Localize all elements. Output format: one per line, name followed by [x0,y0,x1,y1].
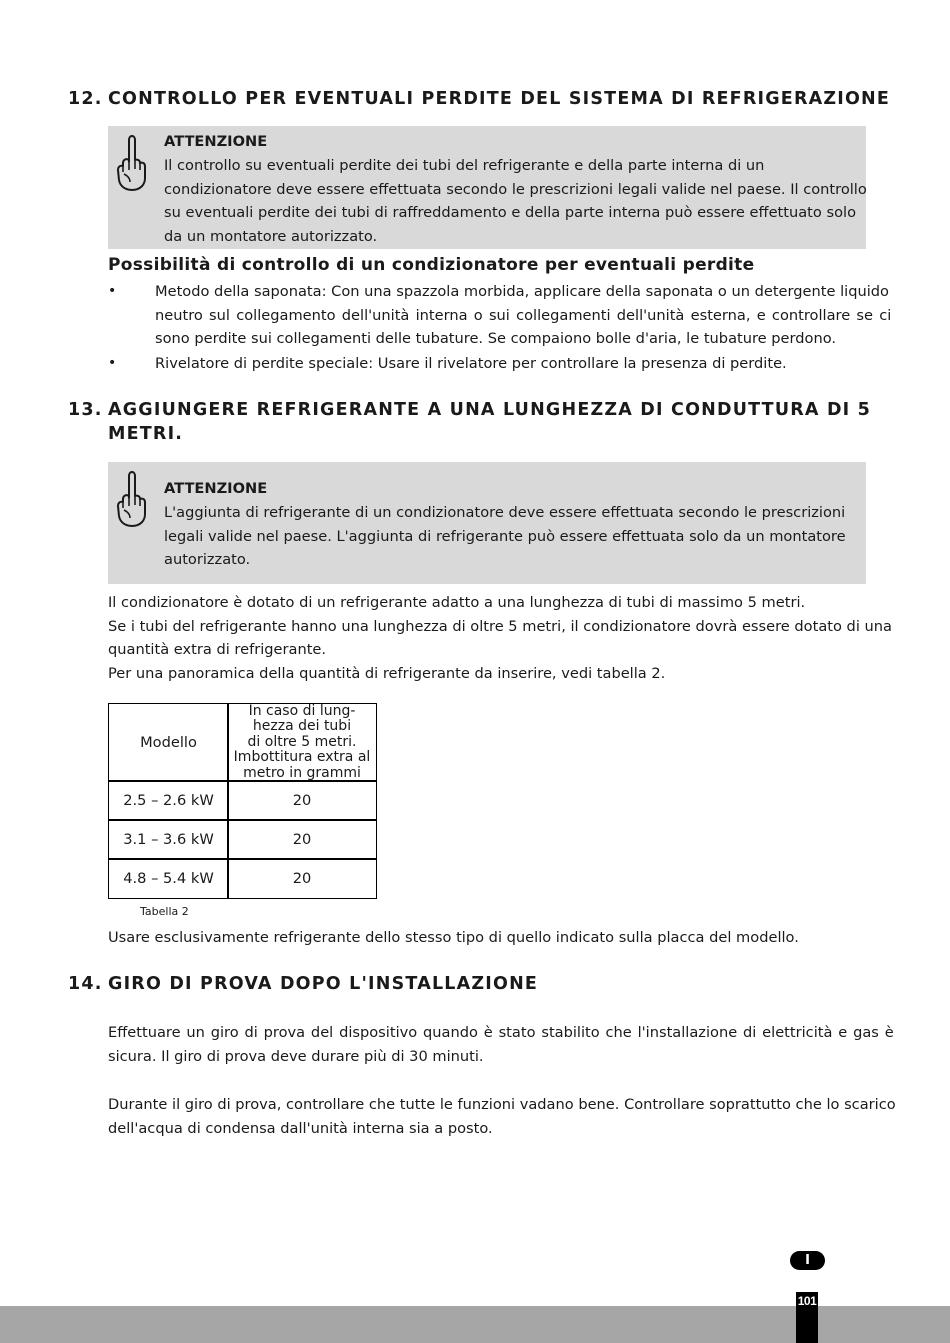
list-item [108,352,868,376]
bullet-line: Rivelatore di perdite speciale: Usare il rivelatore per controllare la presenza di perdite. [155,355,787,372]
bullet-line: Metodo della saponata: Con una spazzola morbida, applicare della saponata o un detergente liquido [155,283,889,300]
body-text: Usare esclusivamente refrigerante dello stesso tipo di quello indicato sulla placca del modello. [108,929,799,946]
paragraph-line: Effettuare un giro di prova del dispositivo quando è stato stabilito che l'installazione di elettricità e gas è [108,1024,894,1041]
list-item [108,280,892,352]
bullet-marker: • [108,355,117,371]
table-cell-value: 20 [227,858,377,899]
bullet-line: neutro sul collegamento dell'unità interna o sui collegamenti dell'unità esterna, e controllare se ci [155,306,892,324]
paragraph-line: Se i tubi del refrigerante hanno una lunghezza di oltre 5 metri, il condizionatore dovrà essere dotato di una [108,617,892,635]
pointing-hand-icon [114,132,150,192]
body-text [108,591,892,685]
section-title-line: METRI. [108,424,184,444]
section-number: 12. [68,89,103,109]
note-text [164,501,864,572]
paragraph-line: Durante il giro di prova, controllare che tutte le funzioni vadano bene. Controllare soprattutto che lo scarico [108,1096,896,1113]
note-line: autorizzato. [164,551,251,568]
note-line: L'aggiunta di refrigerante di un condizionatore deve essere effettuata secondo le prescrizioni [164,504,846,521]
bullet-list [108,280,892,376]
section-13-heading [68,398,872,448]
section-title: GIRO DI PROVA DOPO L'INSTALLAZIONE [108,974,539,994]
table-header-extra [227,703,377,782]
subheading: Possibilità di controllo di un condizionatore per eventuali perdite [108,255,755,275]
table-header-model: Modello [108,703,229,782]
section-12-heading [68,87,891,111]
note-line: su eventuali perdite dei tubi di raffreddamento e della parte interna può essere effettuato solo [164,204,856,221]
note-title: ATTENZIONE [164,133,268,150]
note-line: legali valide nel paese. L'aggiunta di refrigerante può essere effettuata solo da un montatore [164,527,846,545]
note-line: condizionatore deve essere effettuata secondo le prescrizioni legali valide nel paese. Il controllo [164,180,867,198]
language-badge: I [790,1251,825,1270]
section-title: CONTROLLO PER EVENTUALI PERDITE DEL SISTEMA DI REFRIGERAZIONE [108,89,891,109]
bullet-text [155,280,892,351]
bullet-marker: • [108,283,117,299]
note-title: ATTENZIONE [164,480,268,497]
section-14-heading [68,972,868,996]
warning-note [108,462,866,584]
section-title-line: AGGIUNGERE REFRIGERANTE A UNA LUNGHEZZA DI CONDUTTURA DI 5 [108,400,872,420]
paragraph-line: Il condizionatore è dotato di un refrigerante adatto a una lunghezza di tubi di massimo 5 metri. [108,594,806,611]
paragraph-line: sicura. Il giro di prova deve durare più di 30 minuti. [108,1047,484,1065]
table-caption: Tabella 2 [140,905,189,918]
header-line: hezza dei tubi [252,718,352,735]
section-title [108,398,872,446]
header-line: metro in grammi [243,764,361,781]
pointing-hand-icon [114,468,150,528]
table-cell-model: 4.8 – 5.4 kW [108,858,229,899]
table-cell-model: 3.1 – 3.6 kW [108,819,229,860]
table-cell-model: 2.5 – 2.6 kW [108,780,229,821]
table-cell-value: 20 [227,780,377,821]
warning-note [108,126,866,249]
paragraph-line: Per una panoramica della quantità di refrigerante da inserire, vedi tabella 2. [108,664,666,682]
body-text [108,1093,896,1140]
header-line: di oltre 5 metri. [247,733,357,750]
paragraph-line: dell'acqua di condensa dall'unità interna sia a posto. [108,1119,493,1137]
bullet-line: sono perdite sui collegamenti delle tubature. Se compaiono bolle d'aria, le tubature perdono. [155,330,837,347]
refrigerant-table [108,703,378,899]
note-text [164,154,867,248]
paragraph-line: quantità extra di refrigerante. [108,641,327,658]
table-cell-value: 20 [227,819,377,860]
header-line: Imbottitura extra al [233,749,371,766]
section-number: 13. [68,400,103,420]
section-number: 14. [68,974,103,994]
note-line: da un montatore autorizzato. [164,227,378,245]
header-line: In caso di lung- [248,702,356,719]
page-number: 101 [797,1294,817,1308]
note-line: Il controllo su eventuali perdite dei tubi del refrigerante e della parte interna di un [164,157,765,174]
body-text [108,1021,894,1068]
